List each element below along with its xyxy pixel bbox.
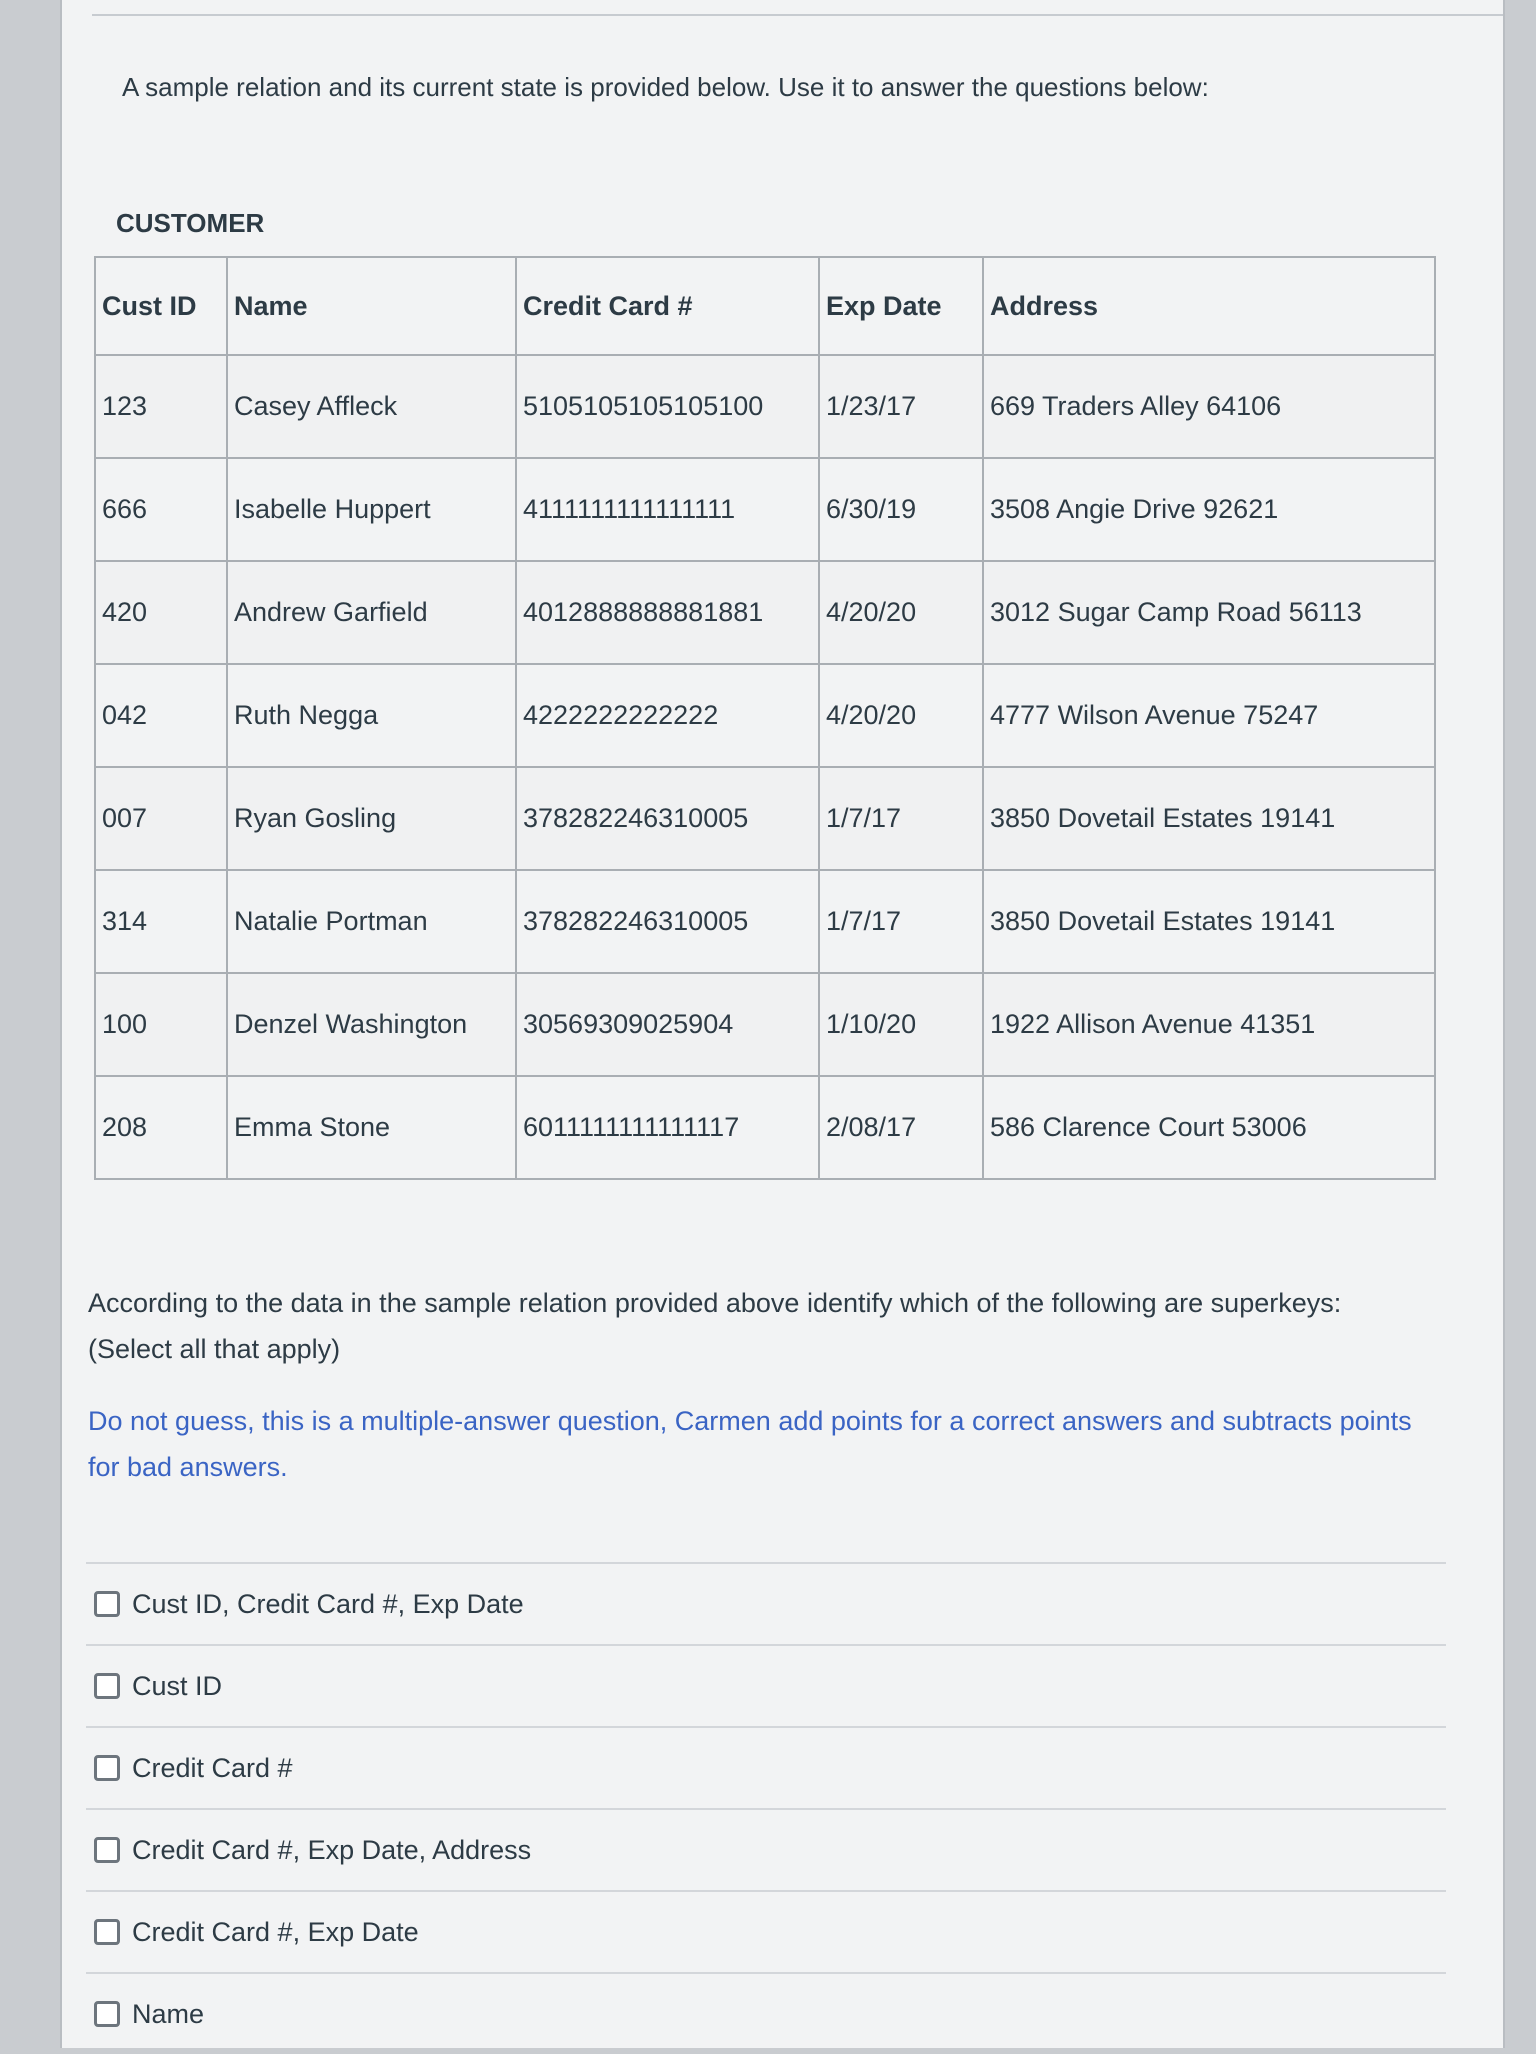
cell-name: Denzel Washington	[227, 973, 516, 1076]
cell-credit-card: 4222222222222	[516, 664, 819, 767]
cell-name: Emma Stone	[227, 1076, 516, 1179]
checkbox[interactable]	[94, 1673, 120, 1699]
table-row	[95, 870, 1435, 973]
cell-cust-id: 314	[95, 870, 227, 973]
answer-option-credit-card[interactable]	[86, 1726, 1446, 1808]
table-row	[95, 664, 1435, 767]
cell-credit-card: 5105105105105100	[516, 355, 819, 458]
cell-exp-date: 6/30/19	[819, 458, 983, 561]
cell-name: Isabelle Huppert	[227, 458, 516, 561]
cell-cust-id: 100	[95, 973, 227, 1076]
table-header-row	[95, 257, 1435, 355]
answer-label: Credit Card #, Exp Date, Address	[132, 1834, 532, 1865]
cell-credit-card: 378282246310005	[516, 870, 819, 973]
answer-option-credit-card-exp-date[interactable]	[86, 1890, 1446, 1972]
question-text: According to the data in the sample relation provided above identify which of the following are superkeys: (Select all that apply)	[88, 1288, 1342, 1364]
cell-credit-card: 378282246310005	[516, 767, 819, 870]
checkbox[interactable]	[94, 1919, 120, 1945]
cell-address: 3012 Sugar Camp Road 56113	[983, 561, 1435, 664]
customer-table	[94, 256, 1436, 1180]
cell-address: 669 Traders Alley 64106	[983, 355, 1435, 458]
cell-exp-date: 1/7/17	[819, 767, 983, 870]
checkbox[interactable]	[94, 1591, 120, 1617]
column-header-address: Address	[983, 257, 1435, 355]
cell-credit-card: 4012888888881881	[516, 561, 819, 664]
cell-cust-id: 666	[95, 458, 227, 561]
divider	[92, 14, 1503, 16]
table-row	[95, 767, 1435, 870]
cell-credit-card: 4111111111111111	[516, 458, 819, 561]
table-title: CUSTOMER	[116, 208, 265, 238]
answer-option-cust-id-credit-card-exp-date[interactable]	[86, 1562, 1446, 1644]
cell-address: 3508 Angie Drive 92621	[983, 458, 1435, 561]
cell-exp-date: 1/23/17	[819, 355, 983, 458]
cell-name: Ryan Gosling	[227, 767, 516, 870]
answer-option-credit-card-exp-date-address[interactable]	[86, 1808, 1446, 1890]
table-row	[95, 973, 1435, 1076]
cell-address: 3850 Dovetail Estates 19141	[983, 870, 1435, 973]
intro-text: A sample relation and its current state is provided below. Use it to answer the questions below:	[122, 72, 1209, 102]
cell-exp-date: 2/08/17	[819, 1076, 983, 1179]
cell-cust-id: 042	[95, 664, 227, 767]
answer-list	[86, 1562, 1446, 2054]
cell-name: Ruth Negga	[227, 664, 516, 767]
table-row	[95, 1076, 1435, 1179]
cell-cust-id: 123	[95, 355, 227, 458]
question-card	[60, 0, 1505, 2048]
cell-credit-card: 30569309025904	[516, 973, 819, 1076]
cell-address: 586 Clarence Court 53006	[983, 1076, 1435, 1179]
checkbox[interactable]	[94, 2001, 120, 2027]
cell-name: Natalie Portman	[227, 870, 516, 973]
cell-cust-id: 208	[95, 1076, 227, 1179]
cell-cust-id: 420	[95, 561, 227, 664]
answer-label: Credit Card #, Exp Date	[132, 1916, 419, 1947]
cell-credit-card: 6011111111111117	[516, 1076, 819, 1179]
answer-label: Cust ID	[132, 1670, 223, 1701]
column-header-name: Name	[227, 257, 516, 355]
checkbox[interactable]	[94, 1755, 120, 1781]
cell-address: 4777 Wilson Avenue 75247	[983, 664, 1435, 767]
cell-address: 3850 Dovetail Estates 19141	[983, 767, 1435, 870]
column-header-exp-date: Exp Date	[819, 257, 983, 355]
cell-name: Andrew Garfield	[227, 561, 516, 664]
warning-text: Do not guess, this is a multiple-answer question, Carmen add points for a correct answers and subtracts points for bad answers.	[88, 1406, 1412, 1482]
table-row	[95, 458, 1435, 561]
column-header-credit-card: Credit Card #	[516, 257, 819, 355]
cell-exp-date: 1/10/20	[819, 973, 983, 1076]
cell-exp-date: 1/7/17	[819, 870, 983, 973]
checkbox[interactable]	[94, 1837, 120, 1863]
table-row	[95, 355, 1435, 458]
cell-exp-date: 4/20/20	[819, 561, 983, 664]
cell-exp-date: 4/20/20	[819, 664, 983, 767]
answer-label: Cust ID, Credit Card #, Exp Date	[132, 1588, 524, 1619]
cell-address: 1922 Allison Avenue 41351	[983, 973, 1435, 1076]
column-header-cust-id: Cust ID	[95, 257, 227, 355]
answer-label: Name	[132, 1998, 205, 2029]
cell-name: Casey Affleck	[227, 355, 516, 458]
cell-cust-id: 007	[95, 767, 227, 870]
answer-option-name[interactable]	[86, 1972, 1446, 2054]
answer-label: Credit Card #	[132, 1752, 293, 1783]
table-row	[95, 561, 1435, 664]
answer-option-cust-id[interactable]	[86, 1644, 1446, 1726]
